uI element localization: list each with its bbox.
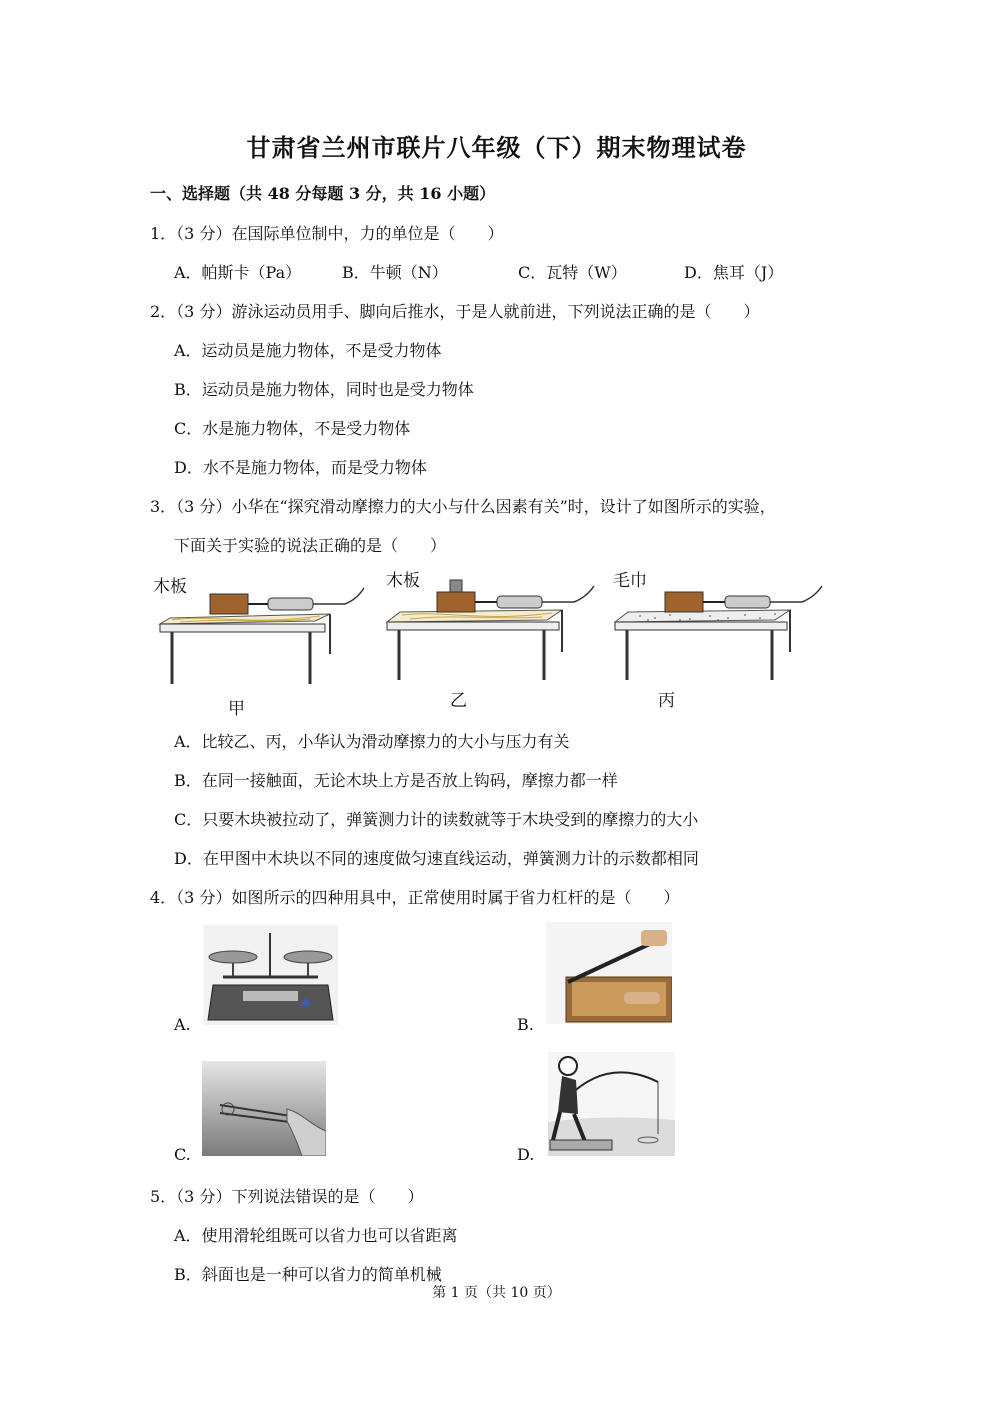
question-4-option-b[interactable]: B. (517, 1015, 534, 1034)
fishing-rod-image (548, 1052, 675, 1156)
question-2-option-a[interactable]: A．运动员是施力物体，不是受力物体 (174, 341, 442, 360)
question-1-option-d[interactable]: D．焦耳（J） (684, 263, 784, 282)
figure-yi-caption: 乙 (450, 691, 467, 711)
figure-yi-surface-label: 木板 (386, 571, 420, 591)
figure-jia-surface-label: 木板 (153, 577, 187, 597)
page-title: 甘肃省兰州市联片八年级（下）期末物理试卷 (246, 133, 747, 162)
question-3-stem-line1: 3．（3 分）小华在“探究滑动摩擦力的大小与什么因素有关”时，设计了如图所示的实验， (150, 497, 776, 516)
question-4-option-d[interactable]: D. (517, 1145, 535, 1164)
question-3-option-b[interactable]: B．在同一接触面，无论木块上方是否放上钩码，摩擦力都一样 (174, 771, 618, 790)
friction-figure-bing (610, 562, 830, 712)
paper-cutter-image (546, 922, 672, 1024)
question-4-option-c[interactable]: C. (174, 1145, 191, 1164)
question-5-option-b[interactable]: B．斜面也是一种可以省力的简单机械 (174, 1265, 442, 1284)
page-footer: 第 1 页（共 10 页） (432, 1285, 561, 1301)
question-5-option-a[interactable]: A．使用滑轮组既可以省力也可以省距离 (174, 1226, 458, 1245)
question-4-stem: 4．（3 分）如图所示的四种用具中，正常使用时属于省力杠杆的是（ ） (150, 888, 680, 907)
question-1-option-c[interactable]: C．瓦特（W） (518, 263, 627, 282)
section-heading: 一、选择题（共 48 分每题 3 分，共 16 小题） (150, 184, 496, 203)
question-3-stem-line2: 下面关于实验的说法正确的是（ ） (174, 536, 447, 555)
chopsticks-image (202, 1061, 326, 1156)
question-2-option-b[interactable]: B．运动员是施力物体，同时也是受力物体 (174, 380, 474, 399)
question-2-option-c[interactable]: C．水是施力物体，不是受力物体 (174, 419, 411, 438)
balance-scale-image (203, 925, 338, 1025)
question-3-option-c[interactable]: C．只要木块被拉动了，弹簧测力计的读数就等于木块受到的摩擦力的大小 (174, 810, 699, 829)
question-5-stem: 5．（3 分）下列说法错误的是（ ） (150, 1187, 424, 1206)
question-1-stem: 1．（3 分）在国际单位制中，力的单位是（ ） (150, 224, 504, 243)
friction-figure-yi (382, 562, 602, 712)
friction-figure-jia (150, 566, 370, 716)
question-1-option-b[interactable]: B．牛顿（N） (342, 263, 448, 282)
question-2-option-d[interactable]: D．水不是施力物体，而是受力物体 (174, 458, 427, 477)
question-4-option-a[interactable]: A. (174, 1015, 191, 1034)
question-3-option-d[interactable]: D．在甲图中木块以不同的速度做匀速直线运动，弹簧测力计的示数都相同 (174, 849, 699, 868)
question-2-stem: 2．（3 分）游泳运动员用手、脚向后推水，于是人就前进，下列说法正确的是（ ） (150, 302, 760, 321)
question-1-option-a[interactable]: A．帕斯卡（Pa） (174, 263, 302, 282)
figure-bing-surface-label: 毛巾 (613, 571, 647, 591)
figure-jia-caption: 甲 (228, 699, 245, 716)
figure-bing-caption: 丙 (658, 691, 675, 711)
question-3-option-a[interactable]: A．比较乙、丙，小华认为滑动摩擦力的大小与压力有关 (174, 732, 570, 751)
